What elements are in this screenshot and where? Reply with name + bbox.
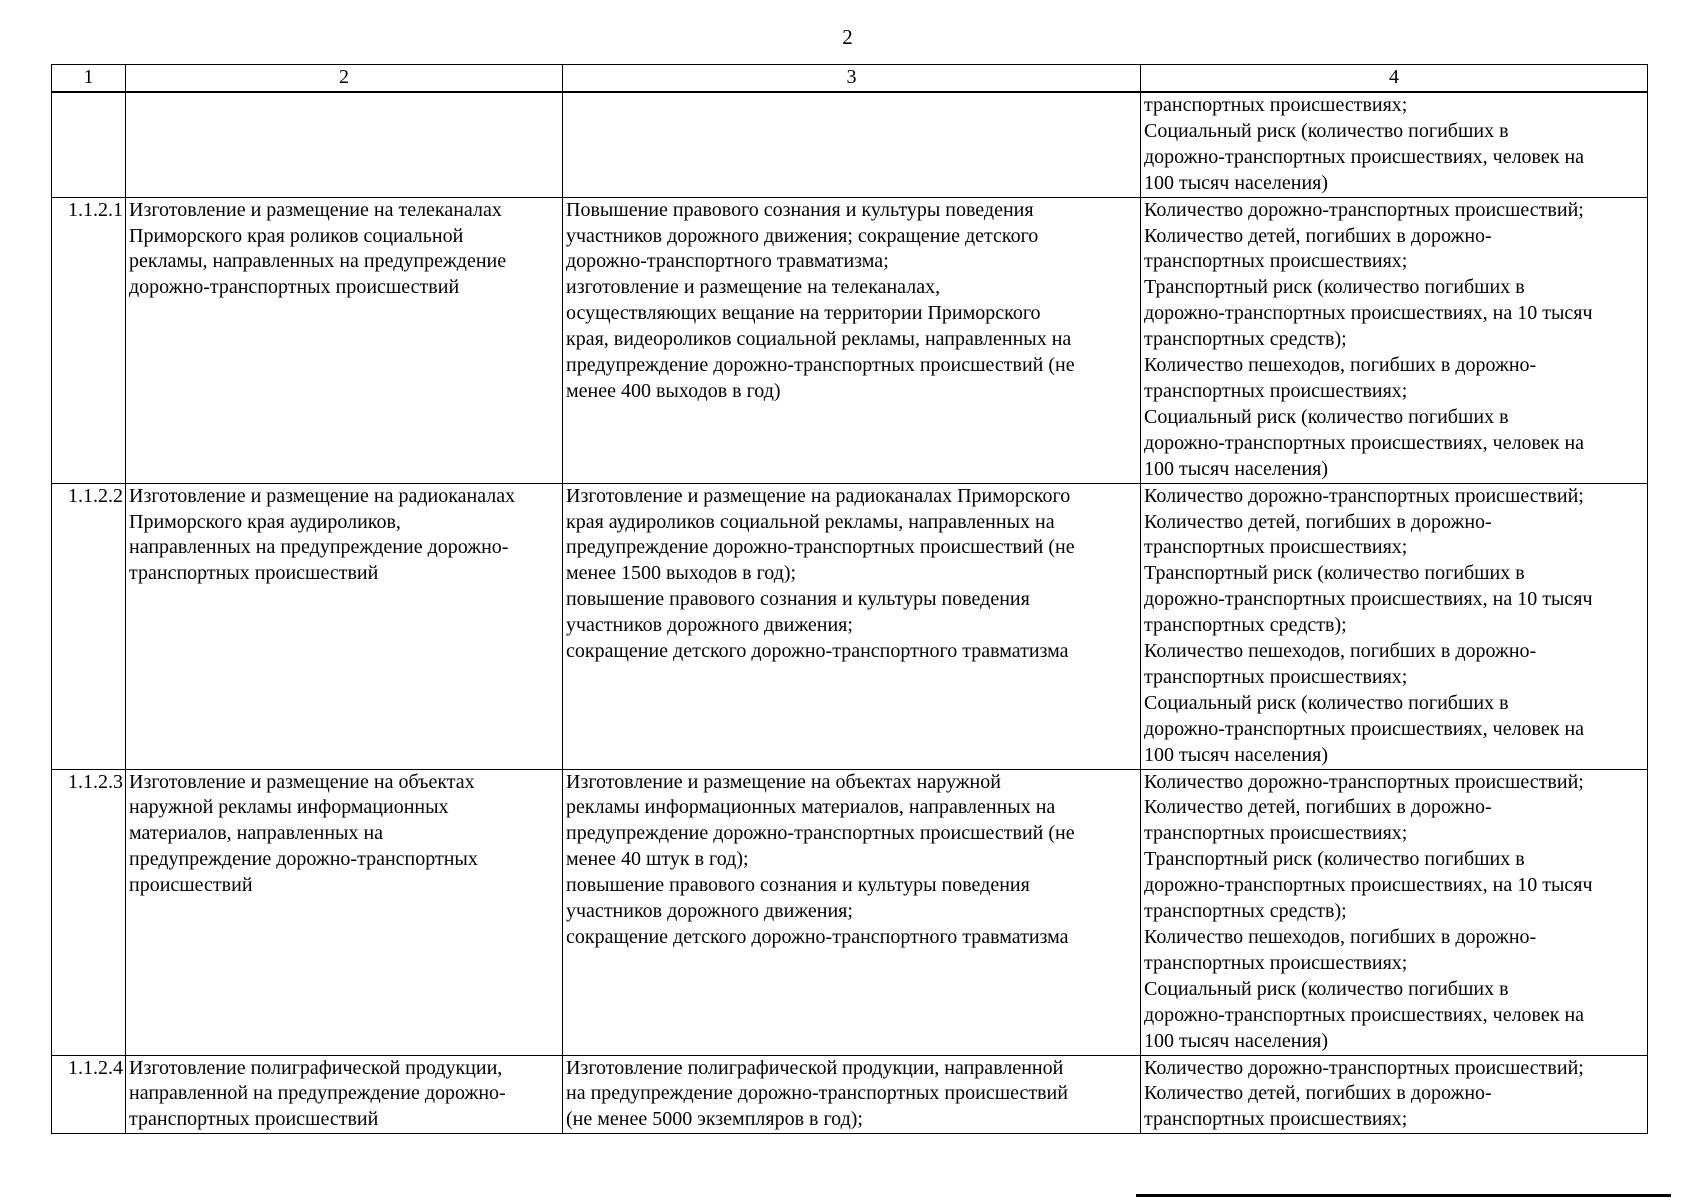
table-row xyxy=(52,769,1648,1055)
measure-indicators: Количество дорожно-транспортных происшествий; Количество детей, погибших в дорожно- транспортных происшествиях; Транспортный риск (количество погибших в дорожно-транспортных происшествиях, на 10 тысяч транспортных средств); Количество пешеходов, погибших в дорожно- транспортных происшествиях; Социальный риск (количество погибших в дорожно-транспортных происшествиях, человек на 100 тысяч населения) xyxy=(1141,483,1648,769)
measure-indicators: Количество дорожно-транспортных происшествий; Количество детей, погибших в дорожно- транспортных происшествиях; Транспортный риск (количество погибших в дорожно-транспортных происшествиях, на 10 тысяч транспортных средств); Количество пешеходов, погибших в дорожно- транспортных происшествиях; Социальный риск (количество погибших в дорожно-транспортных происшествиях, человек на 100 тысяч населения) xyxy=(1141,769,1648,1055)
measure-result xyxy=(563,92,1141,197)
header-cell-3: 3 xyxy=(563,65,1141,93)
table-row xyxy=(52,92,1648,197)
row-number: 1.1.2.4 xyxy=(52,1055,126,1134)
table-row xyxy=(52,1055,1648,1134)
header-cell-1: 1 xyxy=(52,65,126,93)
header-cell-4: 4 xyxy=(1141,65,1648,93)
row-number: 1.1.2.1 xyxy=(52,197,126,483)
measure-result: Повышение правового сознания и культуры поведения участников дорожного движения; сокращение детского дорожно-транспортного травматизма; изготовление и размещение на телеканалах, осуществляющих вещание на территории Приморского края, видеороликов социальной рекламы, направленных на предупреждение дорожно-транспортных происшествий (не менее 400 выходов в год) xyxy=(563,197,1141,483)
bottom-rule xyxy=(1136,1194,1671,1197)
measure-result: Изготовление и размещение на объектах наружной рекламы информационных материалов, направленных на предупреждение дорожно-транспортных происшествий (не менее 40 штук в год); повышение правового сознания и культуры поведения участников дорожного движения; сокращение детского дорожно-транспортного травматизма xyxy=(563,769,1141,1055)
row-number: 1.1.2.3 xyxy=(52,769,126,1055)
measure-indicators: Количество дорожно-транспортных происшествий; Количество детей, погибших в дорожно- транспортных происшествиях; xyxy=(1141,1055,1648,1134)
table-row xyxy=(52,197,1648,483)
measure-result: Изготовление и размещение на радиоканалах Приморского края аудироликов социальной рекламы, направленных на предупреждение дорожно-транспортных происшествий (не менее 1500 выходов в год); повышение правового сознания и культуры поведения участников дорожного движения; сокращение детского дорожно-транспортного травматизма xyxy=(563,483,1141,769)
table-row xyxy=(52,483,1648,769)
header-cell-2: 2 xyxy=(126,65,563,93)
measure-name: Изготовление полиграфической продукции, направленной на предупреждение дорожно- транспортных происшествий xyxy=(126,1055,563,1134)
table-header-row xyxy=(52,65,1648,93)
page-number: 2 xyxy=(842,25,853,49)
row-number xyxy=(52,92,126,197)
measure-name: Изготовление и размещение на объектах наружной рекламы информационных материалов, направленных на предупреждение дорожно-транспортных происшествий xyxy=(126,769,563,1055)
measures-table xyxy=(51,64,1648,1134)
row-number: 1.1.2.2 xyxy=(52,483,126,769)
measure-name xyxy=(126,92,563,197)
measure-name: Изготовление и размещение на телеканалах Приморского края роликов социальной рекламы, направленных на предупреждение дорожно-транспортных происшествий xyxy=(126,197,563,483)
measure-result: Изготовление полиграфической продукции, направленной на предупреждение дорожно-транспортных происшествий (не менее 5000 экземпляров в год); xyxy=(563,1055,1141,1134)
measure-indicators: транспортных происшествиях; Социальный риск (количество погибших в дорожно-транспортных происшествиях, человек на 100 тысяч населения) xyxy=(1141,92,1648,197)
measure-name: Изготовление и размещение на радиоканалах Приморского края аудироликов, направленных на предупреждение дорожно- транспортных происшествий xyxy=(126,483,563,769)
measure-indicators: Количество дорожно-транспортных происшествий; Количество детей, погибших в дорожно- транспортных происшествиях; Транспортный риск (количество погибших в дорожно-транспортных происшествиях, на 10 тысяч транспортных средств); Количество пешеходов, погибших в дорожно- транспортных происшествиях; Социальный риск (количество погибших в дорожно-транспортных происшествиях, человек на 100 тысяч населения) xyxy=(1141,197,1648,483)
